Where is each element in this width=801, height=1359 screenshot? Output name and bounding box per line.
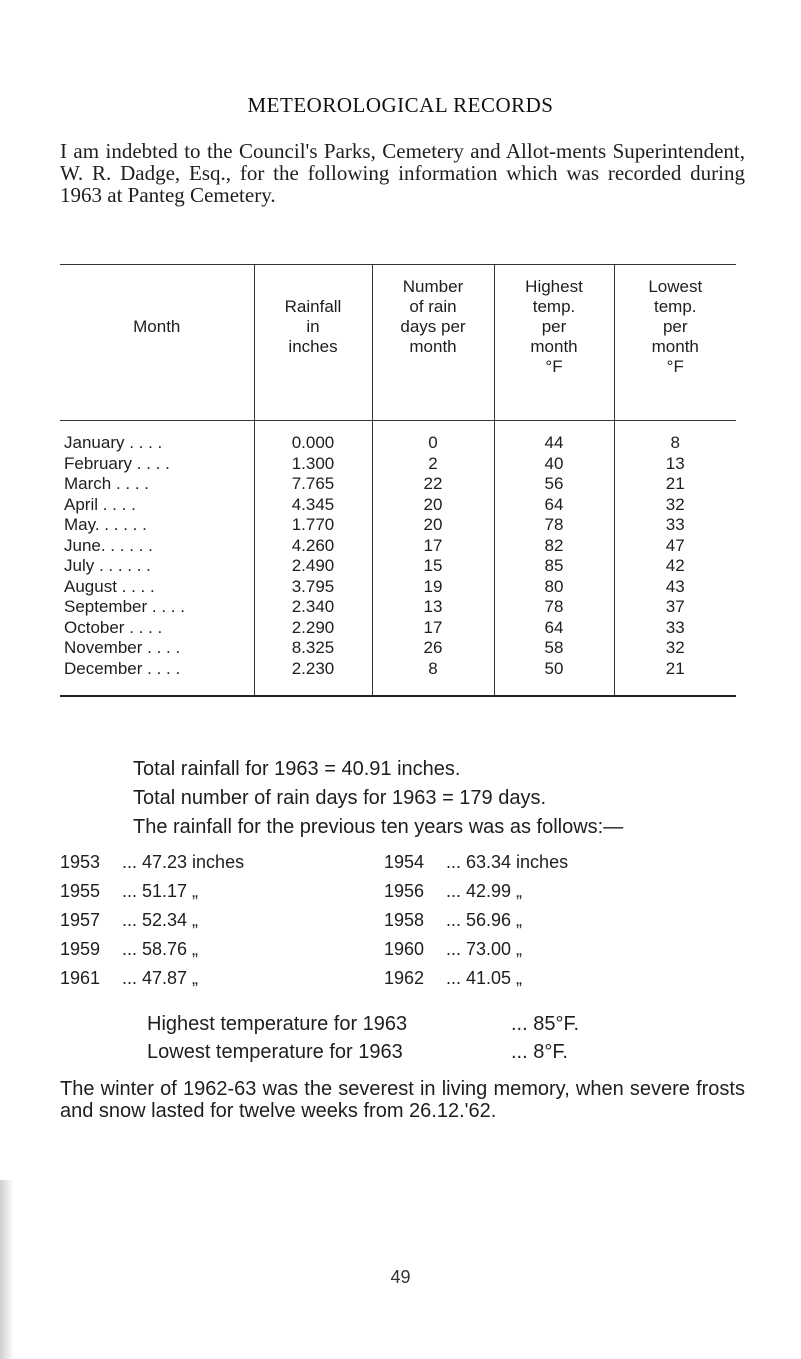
highest-temp-cell: 44 (494, 421, 614, 454)
rain-days-cell: 17 (372, 618, 494, 639)
intro-paragraph: I am indebted to the Council's Parks, Cemetery and Allot-ments Superintendent, W. R. Dadge, Esq., for the following information which was recorded during 1963 at Panteg Cemetery. (60, 139, 745, 207)
lowest-temp-cell: 43 (614, 577, 736, 598)
month-cell: February . . . . (64, 453, 170, 473)
table-row (60, 536, 736, 557)
rain-days-cell: 8 (372, 659, 494, 697)
rainfall-value-cell: ... 51.17 „ (122, 881, 199, 901)
lowest-temp-cell: 33 (614, 515, 736, 536)
highest-temperature-label: Highest temperature for 1963 (147, 1013, 408, 1035)
previous-years-row (60, 935, 568, 964)
month-cell: June. . . . . . (64, 535, 153, 555)
rainfall-value-cell: ... 42.99 „ (446, 881, 523, 901)
previous-years-row (60, 906, 568, 935)
rainfall-cell: 4.345 (254, 495, 372, 516)
previous-years-row (60, 877, 568, 906)
lowest-temperature-row (147, 1038, 579, 1066)
year-cell: 1961 (60, 968, 101, 988)
lowest-temp-cell: 42 (614, 556, 736, 577)
month-cell: October . . . . (64, 617, 163, 637)
table-row (60, 495, 736, 516)
month-cell: January . . . . (64, 433, 163, 453)
rain-days-cell: 20 (372, 515, 494, 536)
highest-temp-cell: 78 (494, 597, 614, 618)
highest-temp-cell: 56 (494, 474, 614, 495)
month-cell: November . . . . (64, 638, 181, 658)
lowest-temperature-label: Lowest temperature for 1963 (147, 1041, 403, 1063)
highest-temp-cell: 58 (494, 638, 614, 659)
highest-temperature-value: ... 85°F. (511, 1013, 580, 1035)
highest-temp-cell: 50 (494, 659, 614, 697)
header-rain-days: Number of rain days per month (372, 265, 494, 421)
table-row (60, 474, 736, 495)
rainfall-cell: 8.325 (254, 638, 372, 659)
rainfall-value-cell: ... 56.96 „ (446, 910, 523, 930)
highest-temp-cell: 85 (494, 556, 614, 577)
closing-paragraph: The winter of 1962-63 was the severest in living memory, when severe frosts and snow lasted for twelve weeks from 26.12.'62. (60, 1078, 745, 1122)
rainfall-value-cell: ... 47.87 „ (122, 968, 199, 988)
lowest-temp-cell: 8 (614, 421, 736, 454)
month-cell: September . . . . (64, 597, 185, 617)
page-number: 49 (390, 1267, 411, 1287)
rainfall-cell: 2.230 (254, 659, 372, 697)
year-cell: 1960 (384, 939, 425, 959)
table-row (60, 515, 736, 536)
rainfall-cell: 2.290 (254, 618, 372, 639)
rainfall-cell: 2.340 (254, 597, 372, 618)
month-cell: May. . . . . . (64, 515, 147, 535)
month-cell: April . . . . (64, 494, 136, 514)
table-row (60, 454, 736, 475)
year-cell: 1954 (384, 852, 425, 872)
table-header-row (60, 265, 736, 421)
rainfall-value-cell: ... 47.23 inches (122, 852, 245, 872)
year-cell: 1958 (384, 910, 425, 930)
rainfall-value-cell: ... 58.76 „ (122, 939, 199, 959)
rainfall-cell: 3.795 (254, 577, 372, 598)
rainfall-cell: 0.000 (254, 421, 372, 454)
rain-days-cell: 26 (372, 638, 494, 659)
header-rainfall: Rainfall in inches (254, 265, 372, 421)
summary-block (133, 755, 623, 842)
rainfall-value-cell: ... 41.05 „ (446, 968, 523, 988)
month-cell: July . . . . . . (64, 556, 151, 576)
previous-years-row (60, 964, 568, 993)
table-row (60, 421, 736, 454)
lowest-temp-cell: 21 (614, 659, 736, 697)
table-body (60, 421, 736, 697)
month-cell: August . . . . (64, 576, 155, 596)
rain-days-cell: 19 (372, 577, 494, 598)
rainfall-cell: 1.770 (254, 515, 372, 536)
month-cell: March . . . . (64, 474, 150, 494)
meteorological-table (60, 264, 736, 697)
header-month: Month (60, 265, 254, 421)
total-rainfall: Total rainfall for 1963 = 40.91 inches. (133, 758, 461, 780)
year-cell: 1957 (60, 910, 101, 930)
lowest-temp-cell: 13 (614, 454, 736, 475)
table-row (60, 659, 736, 697)
lowest-temp-cell: 33 (614, 618, 736, 639)
previous-years-body (60, 848, 568, 993)
total-rain-days: Total number of rain days for 1963 = 179 days. (133, 787, 547, 809)
previous-years-intro: The rainfall for the previous ten years was as follows:— (133, 816, 624, 838)
rainfall-cell: 2.490 (254, 556, 372, 577)
table-row (60, 618, 736, 639)
highest-temperature-row (147, 1010, 579, 1038)
previous-years-row (60, 848, 568, 877)
highest-temp-cell: 40 (494, 454, 614, 475)
year-cell: 1962 (384, 968, 425, 988)
rainfall-cell: 1.300 (254, 454, 372, 475)
rain-days-cell: 15 (372, 556, 494, 577)
rain-days-cell: 0 (372, 421, 494, 454)
highest-temp-cell: 80 (494, 577, 614, 598)
table-row (60, 556, 736, 577)
lowest-temp-cell: 37 (614, 597, 736, 618)
rain-days-cell: 20 (372, 495, 494, 516)
rain-days-cell: 13 (372, 597, 494, 618)
table-row (60, 638, 736, 659)
lowest-temperature-value: ... 8°F. (511, 1041, 568, 1063)
scan-edge-shadow (0, 1180, 14, 1359)
year-cell: 1959 (60, 939, 101, 959)
month-cell: December . . . . (60, 659, 254, 697)
rain-days-cell: 2 (372, 454, 494, 475)
rainfall-value-cell: ... 63.34 inches (446, 852, 569, 872)
year-cell: 1956 (384, 881, 425, 901)
table-row (60, 577, 736, 598)
table-row (60, 597, 736, 618)
page-title: METEOROLOGICAL RECORDS (247, 93, 554, 117)
rainfall-cell: 4.260 (254, 536, 372, 557)
temperature-extremes (147, 1010, 579, 1066)
rainfall-value-cell: ... 73.00 „ (446, 939, 523, 959)
highest-temp-cell: 64 (494, 495, 614, 516)
lowest-temp-cell: 47 (614, 536, 736, 557)
highest-temp-cell: 82 (494, 536, 614, 557)
rain-days-cell: 22 (372, 474, 494, 495)
rain-days-cell: 17 (372, 536, 494, 557)
year-cell: 1955 (60, 881, 101, 901)
lowest-temp-cell: 32 (614, 495, 736, 516)
year-cell: 1953 (60, 852, 101, 872)
rainfall-value-cell: ... 52.34 „ (122, 910, 199, 930)
header-highest-temp: Highest temp. per month °F (494, 265, 614, 421)
lowest-temp-cell: 32 (614, 638, 736, 659)
lowest-temp-cell: 21 (614, 474, 736, 495)
header-lowest-temp: Lowest temp. per month °F (614, 265, 736, 421)
previous-years-table (60, 848, 568, 993)
highest-temp-cell: 64 (494, 618, 614, 639)
highest-temp-cell: 78 (494, 515, 614, 536)
rainfall-cell: 7.765 (254, 474, 372, 495)
